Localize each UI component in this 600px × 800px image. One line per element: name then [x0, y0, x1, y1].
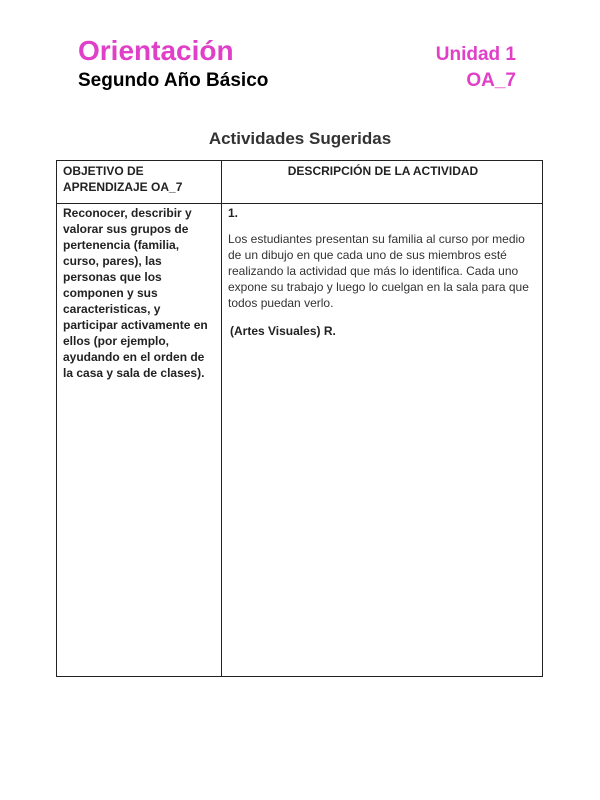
column-divider: [221, 161, 222, 676]
description-column-header: DESCRIPCIÓN DE LA ACTIVIDAD: [287, 164, 479, 178]
grade-title: Segundo Año Básico: [78, 70, 269, 91]
activity-description-cell: [228, 205, 536, 339]
oa-code-label: OA_7: [466, 70, 516, 91]
header-row-divider: [57, 203, 542, 204]
activity-number: 1.: [228, 206, 239, 220]
subject-title: Orientación: [78, 35, 234, 66]
document-header: [78, 34, 516, 94]
section-title: Actividades Sugeridas: [208, 129, 392, 148]
activity-description: Los estudiantes presentan su familia al curso por medio de un dibujo en que cada uno de sus miembros esté realizando la actividad que más lo identifica. Cada uno expone su trabajo y luego lo cuelgan en la sala para que todos puedan verlo.: [228, 232, 529, 310]
activity-table: [56, 160, 543, 677]
activity-reference: (Artes Visuales) R.: [230, 324, 336, 338]
objective-column-header: OBJETIVO DE APRENDIZAJE OA_7: [63, 164, 183, 194]
unit-label: Unidad 1: [435, 44, 516, 65]
objective-text: Reconocer, describir y valorar sus grupos de pertenencia (familia, curso, pares), las personas que los componen y sus caracteristicas, y participar activamente en ellos (por ejemplo, ayudando en el orden de la casa y sala de clases).: [63, 206, 208, 380]
